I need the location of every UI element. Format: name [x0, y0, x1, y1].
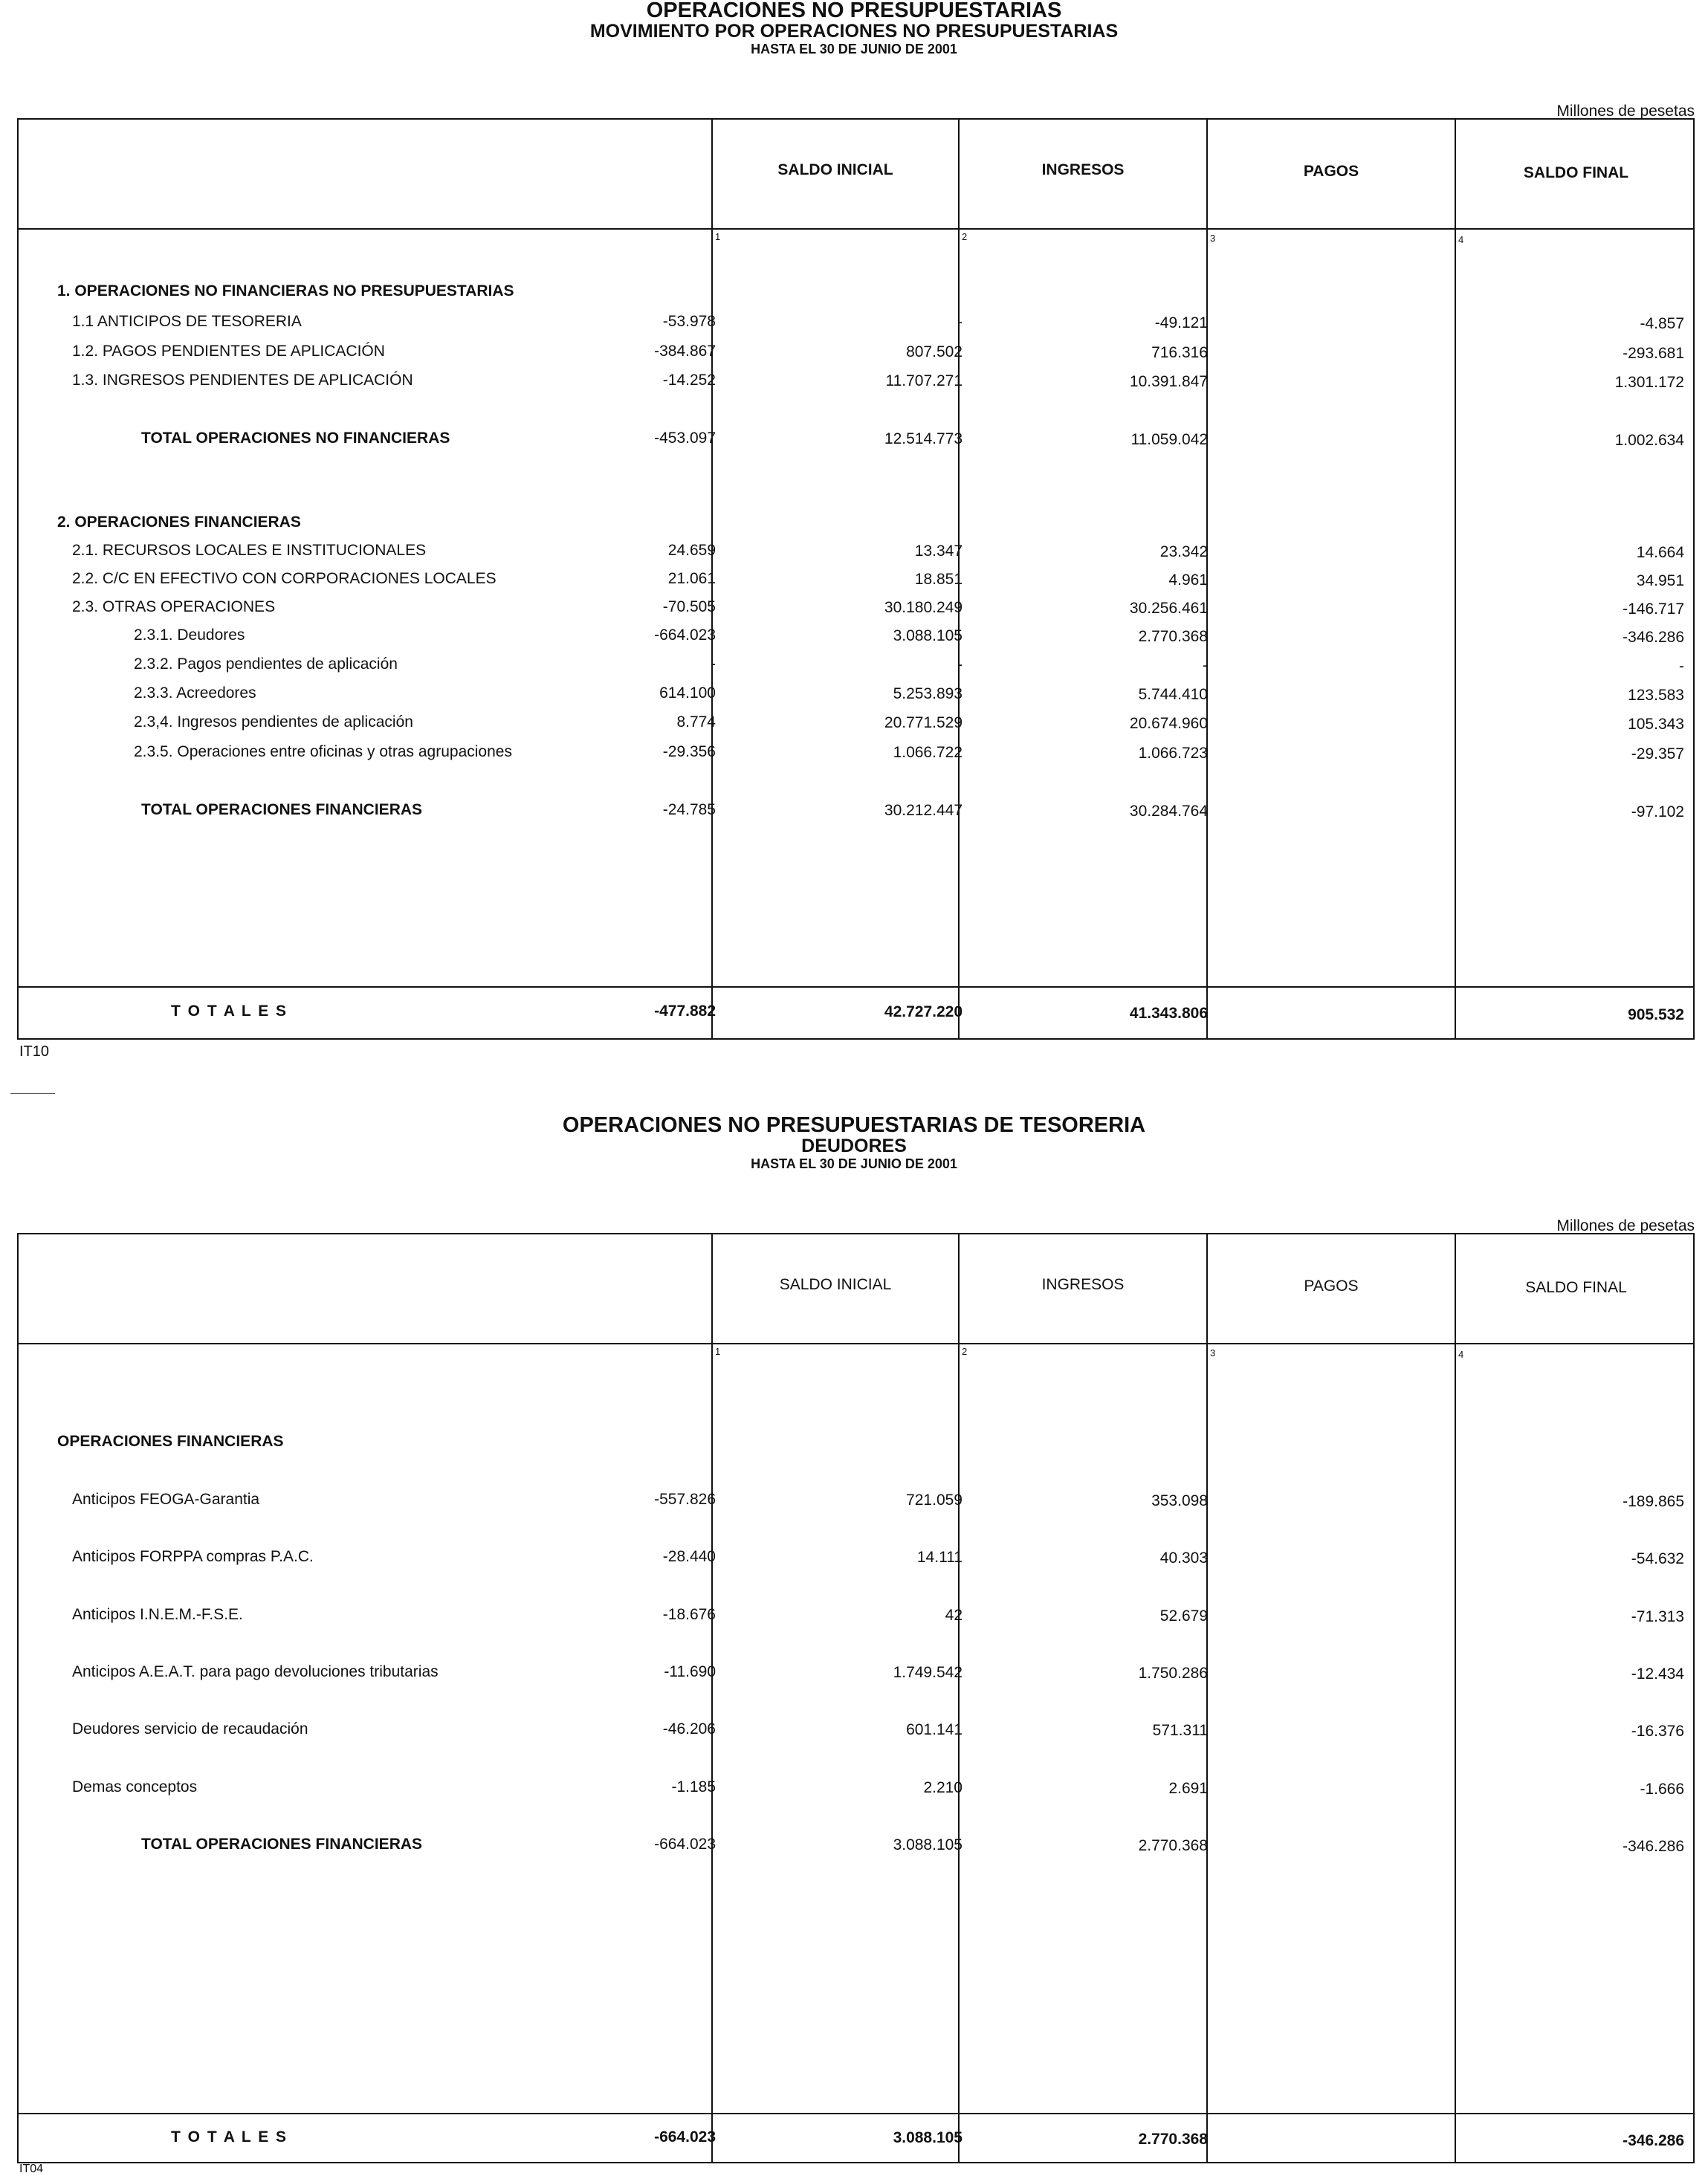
section1-row-value-col4: - — [1679, 658, 1684, 675]
section1-row-label: 2.3.5. Operaciones entre oficinas y otras agrupaciones — [134, 743, 512, 760]
section1-row-value-col2: - — [957, 656, 963, 673]
section1-row-label: 1.2. PAGOS PENDIENTES DE APLICACIÓN — [72, 343, 385, 360]
section1-unit: Millones de pesetas — [1556, 103, 1695, 120]
section2-row-value-col1: -557.826 — [654, 1491, 716, 1508]
section1-row-value-col3: 4.961 — [1168, 571, 1208, 589]
section2-row-value-col3: 52.679 — [1159, 1607, 1208, 1625]
section1-colnum-2: 2 — [962, 231, 968, 242]
section1-row-value-col1: -384.867 — [654, 343, 716, 360]
section2-row-value-col1: -18.676 — [662, 1606, 716, 1623]
section2-totals-pagos: 2.770.368 — [1138, 2131, 1208, 2148]
section1-row-value-col2: 13.347 — [914, 543, 963, 560]
section1-row-value-col2: 18.851 — [914, 571, 963, 588]
section1-row-value-col1: -14.252 — [662, 372, 716, 389]
section1-totals-ingresos: 42.727.220 — [884, 1003, 963, 1020]
section1-header-pagos: PAGOS — [1303, 163, 1359, 180]
section1-date: HASTA EL 30 DE JUNIO DE 2001 — [751, 42, 957, 56]
section1-row-label: 1.3. INGRESOS PENDIENTES DE APLICACIÓN — [72, 372, 413, 389]
section2-row-value-col1: -1.185 — [671, 1778, 716, 1795]
section1-row-value-col4: -29.357 — [1631, 745, 1684, 762]
section1-totals-label: T O T A L E S — [171, 1003, 288, 1020]
section1-colnum-4: 4 — [1458, 234, 1464, 245]
section2-subtitle: DEUDORES — [801, 1136, 907, 1156]
section1-row-value-col2: 30.212.447 — [884, 802, 963, 819]
section1-row-label: 1. OPERACIONES NO FINANCIERAS NO PRESUPUESTARIAS — [57, 282, 514, 299]
section1-row-label: 2.3.1. Deudores — [134, 626, 245, 644]
section2-row-label: TOTAL OPERACIONES FINANCIERAS — [141, 1836, 423, 1853]
section1-row-value-col2: 1.066.722 — [893, 744, 963, 761]
section1-row-value-col4: -293.681 — [1623, 345, 1684, 362]
section2-row-value-col4: -189.865 — [1623, 1493, 1684, 1510]
section2-row-value-col3: 40.303 — [1159, 1550, 1208, 1567]
section1-row-value-col4: -97.102 — [1631, 803, 1684, 820]
section1-row-value-col3: 5.744.410 — [1138, 686, 1208, 703]
section2-row-label: Demas conceptos — [72, 1778, 198, 1795]
section2-colnum-4: 4 — [1458, 1349, 1464, 1360]
section1-row-value-col4: 105.343 — [1628, 716, 1684, 733]
section1-row-value-col4: -346.286 — [1623, 629, 1684, 646]
section1-row-value-col1: -453.097 — [654, 430, 716, 447]
section1-totals-saldo-inicial: -477.882 — [654, 1003, 716, 1020]
section2-row-value-col4: -71.313 — [1631, 1608, 1684, 1625]
section2-row-label: OPERACIONES FINANCIERAS — [57, 1433, 284, 1450]
section1-colnum-3: 3 — [1210, 233, 1216, 244]
section2-row-value-col4: -54.632 — [1631, 1550, 1684, 1567]
section1-row-value-col2: 30.180.249 — [884, 599, 963, 616]
section1-row-value-col3: 1.066.723 — [1138, 745, 1208, 762]
section1-row-value-col1: -29.356 — [662, 743, 716, 760]
section2-row-value-col3: 353.098 — [1151, 1492, 1208, 1509]
section1-row-value-col2: 12.514.773 — [884, 430, 963, 447]
section2-row-value-col1: -664.023 — [654, 1836, 716, 1853]
section1-row-value-col2: 11.707.271 — [885, 372, 963, 389]
section1-row-value-col3: 23.342 — [1159, 543, 1208, 560]
section1-row-value-col1: 21.061 — [667, 570, 716, 587]
section2-header-pagos: PAGOS — [1304, 1278, 1359, 1295]
section2-row-value-col1: -46.206 — [662, 1720, 716, 1738]
section2-row-label: Anticipos FORPPA compras P.A.C. — [72, 1548, 314, 1565]
section2-unit: Millones de pesetas — [1556, 1217, 1695, 1234]
section1-row-value-col2: - — [957, 314, 963, 331]
section1-table — [17, 118, 1695, 1040]
section1-row-label: TOTAL OPERACIONES NO FINANCIERAS — [141, 430, 450, 447]
section2-row-value-col2: 1.749.542 — [893, 1664, 963, 1681]
section2-row-value-col2: 3.088.105 — [893, 1836, 963, 1853]
section1-row-value-col3: 30.256.461 — [1129, 600, 1208, 617]
section1-row-label: 2.1. RECURSOS LOCALES E INSTITUCIONALES — [72, 542, 427, 559]
section2-totals-ingresos: 3.088.105 — [893, 2129, 963, 2146]
section1-row-value-col1: 8.774 — [676, 713, 716, 731]
section1-row-label: 2. OPERACIONES FINANCIERAS — [57, 514, 301, 531]
section1-title-block — [0, 0, 1708, 57]
section1-row-value-col4: 123.583 — [1628, 687, 1684, 704]
section2-row-value-col2: 42 — [945, 1607, 963, 1624]
section1-code: IT10 — [19, 1043, 50, 1060]
section1-colnum-1: 1 — [715, 231, 721, 242]
section2-header-saldo-final: SALDO FINAL — [1525, 1279, 1627, 1296]
section1-row-value-col2: 3.088.105 — [893, 627, 963, 644]
section2-row-value-col4: -16.376 — [1631, 1723, 1684, 1740]
section1-row-value-col3: 30.284.764 — [1129, 803, 1208, 820]
section1-row-value-col3: 716.316 — [1151, 344, 1208, 361]
section2-title: OPERACIONES NO PRESUPUESTARIAS DE TESORERIA — [562, 1113, 1146, 1137]
section1-header-ingresos: INGRESOS — [1041, 161, 1125, 178]
section2-code: IT04 — [19, 2163, 44, 2175]
section1-row-value-col3: 11.059.042 — [1130, 431, 1208, 448]
section1-row-value-col1: -70.505 — [662, 598, 716, 615]
section1-row-value-col3: 2.770.368 — [1138, 628, 1208, 645]
section1-row-label: 2.3,4. Ingresos pendientes de aplicación — [134, 713, 413, 731]
section2-row-value-col2: 601.141 — [906, 1721, 963, 1738]
section2-row-value-col4: -346.286 — [1623, 1838, 1684, 1855]
section2-row-value-col3: 571.311 — [1152, 1722, 1208, 1739]
section2-row-value-col3: 2.770.368 — [1138, 1837, 1208, 1854]
section1-row-value-col4: -4.857 — [1640, 315, 1684, 332]
section2-table — [17, 1233, 1695, 2163]
section2-row-label: Deudores servicio de recaudación — [72, 1720, 308, 1738]
section1-row-value-col4: 1.301.172 — [1614, 374, 1684, 391]
section1-row-label: 1.1 ANTICIPOS DE TESORERIA — [72, 313, 302, 330]
section1-row-value-col2: 5.253.893 — [893, 685, 963, 702]
section2-row-label: Anticipos FEOGA-Garantia — [72, 1491, 260, 1508]
section2-row-value-col2: 2.210 — [923, 1779, 963, 1796]
section1-row-value-col1: -53.978 — [662, 313, 716, 330]
section1-row-label: 2.3.2. Pagos pendientes de aplicación — [134, 655, 398, 673]
section1-title: OPERACIONES NO PRESUPUESTARIAS — [646, 0, 1062, 22]
section1-row-value-col4: -146.717 — [1623, 600, 1684, 618]
section1-row-value-col1: 614.100 — [659, 684, 716, 702]
section1-subtitle: MOVIMIENTO POR OPERACIONES NO PRESUPUESTARIAS — [589, 21, 1119, 42]
section2-totals-label: T O T A L E S — [171, 2128, 288, 2146]
section2-row-value-col4: -1.666 — [1640, 1781, 1684, 1798]
section1-row-value-col3: 20.674.960 — [1129, 715, 1208, 732]
section1-totals-saldo-final: 905.532 — [1628, 1006, 1684, 1023]
section1-header-saldo-inicial: SALDO INICIAL — [777, 161, 893, 178]
section2-row-value-col1: -28.440 — [662, 1548, 716, 1565]
section2-row-value-col1: -11.690 — [664, 1663, 716, 1680]
section1-row-value-col4: 1.002.634 — [1614, 432, 1684, 449]
section2-row-label: Anticipos I.N.E.M.-F.S.E. — [72, 1606, 243, 1623]
section1-row-label: TOTAL OPERACIONES FINANCIERAS — [141, 801, 423, 818]
section2-row-value-col4: -12.434 — [1631, 1665, 1684, 1683]
section1-row-value-col1: 24.659 — [667, 542, 716, 559]
section1-totals-pagos: 41.343.806 — [1129, 1005, 1208, 1022]
section2-totals-saldo-final: -346.286 — [1623, 2132, 1684, 2149]
section1-row-value-col2: 20.771.529 — [884, 714, 963, 731]
section2-title-block — [0, 1115, 1708, 1172]
section1-row-value-col1: -24.785 — [662, 801, 716, 818]
section1-row-value-col3: - — [1203, 657, 1208, 674]
section2-totals-saldo-inicial: -664.023 — [654, 2128, 716, 2146]
section1-row-value-col3: 10.391.847 — [1129, 373, 1208, 390]
section2-row-value-col2: 721.059 — [906, 1492, 963, 1509]
section2-header-ingresos: INGRESOS — [1041, 1276, 1125, 1293]
section2-row-value-col3: 2.691 — [1168, 1780, 1208, 1797]
section1-row-value-col4: 34.951 — [1636, 572, 1684, 589]
section2-colnum-3: 3 — [1210, 1347, 1216, 1359]
section2-colnum-1: 1 — [715, 1346, 721, 1357]
section1-row-value-col3: -49.121 — [1154, 314, 1208, 331]
section2-row-label: Anticipos A.E.A.T. para pago devoluciones tributarias — [72, 1663, 439, 1680]
section2-date: HASTA EL 30 DE JUNIO DE 2001 — [751, 1156, 957, 1171]
section2-colnum-2: 2 — [962, 1346, 968, 1357]
section1-row-value-col1: - — [711, 655, 716, 673]
section1-row-value-col1: -664.023 — [654, 626, 716, 644]
section1-row-label: 2.2. C/C EN EFECTIVO CON CORPORACIONES LOCALES — [72, 570, 496, 587]
section1-row-value-col2: 807.502 — [906, 343, 963, 360]
section1-row-label: 2.3. OTRAS OPERACIONES — [72, 598, 276, 615]
section1-header-saldo-final: SALDO FINAL — [1523, 164, 1629, 181]
section1-row-value-col4: 14.664 — [1636, 544, 1684, 561]
section2-row-value-col2: 14.111 — [916, 1549, 963, 1566]
section2-header-saldo-inicial: SALDO INICIAL — [779, 1276, 892, 1293]
section2-row-value-col3: 1.750.286 — [1138, 1665, 1208, 1682]
section1-row-label: 2.3.3. Acreedores — [134, 684, 256, 702]
